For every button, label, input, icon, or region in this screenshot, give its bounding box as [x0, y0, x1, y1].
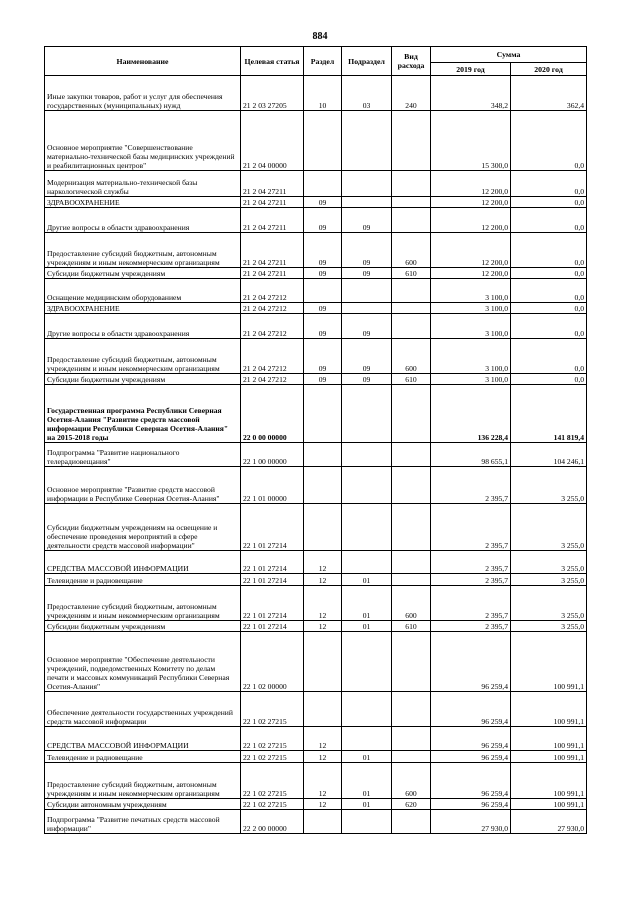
table-row: [45, 751, 587, 763]
row-section: 09: [304, 303, 342, 314]
row-sum-2020: 3 255,0: [511, 621, 587, 632]
row-sum-2020: 0,0: [511, 197, 587, 208]
row-subsection: [342, 443, 392, 467]
row-section: [304, 810, 342, 834]
row-sum-2019: 98 655,1: [431, 443, 511, 467]
row-name: Основное мероприятие "Обеспечение деятельности учреждений, подведомственных Комитету по делам печати и массовых коммуникаций Республики Северная Осетия-Алания": [45, 632, 241, 692]
row-section: [304, 171, 342, 197]
row-sum-2019: 2 395,7: [431, 467, 511, 504]
row-expense-type: [392, 551, 431, 574]
row-subsection: [342, 467, 392, 504]
header-name: Наименование: [45, 47, 241, 76]
row-subsection: [342, 727, 392, 751]
row-sum-2020: 3 255,0: [511, 586, 587, 621]
row-name: Предоставление субсидий бюджетным, автономным учреждениям и иным некоммерческим организациям: [45, 763, 241, 799]
table-row: [45, 303, 587, 314]
header-year-2020: 2020 год: [511, 63, 587, 76]
row-expense-type: [392, 171, 431, 197]
row-name: Подпрограмма "Развитие национального телерадиовещания": [45, 443, 241, 467]
row-expense-type: [392, 504, 431, 551]
row-section: 12: [304, 727, 342, 751]
row-section: 12: [304, 586, 342, 621]
row-expense-type: [392, 111, 431, 171]
row-name: Субсидии автономным учреждениям: [45, 799, 241, 810]
row-name: СРЕДСТВА МАССОВОЙ ИНФОРМАЦИИ: [45, 551, 241, 574]
row-expense-type: 600: [392, 586, 431, 621]
row-sum-2020: 0,0: [511, 279, 587, 303]
row-target: 22 1 02 27215: [241, 692, 304, 727]
row-target: 22 1 02 27215: [241, 727, 304, 751]
row-name: ЗДРАВООХРАНЕНИЕ: [45, 303, 241, 314]
row-sum-2019: 12 200,0: [431, 171, 511, 197]
row-expense-type: 610: [392, 374, 431, 385]
row-sum-2019: 96 259,4: [431, 692, 511, 727]
row-name: Другие вопросы в области здравоохранения: [45, 208, 241, 233]
header-subsection: Подраздел: [342, 47, 392, 76]
row-expense-type: [392, 303, 431, 314]
row-target: 21 2 04 27212: [241, 339, 304, 374]
row-section: 09: [304, 268, 342, 279]
row-name: Субсидии бюджетным учреждениям: [45, 621, 241, 632]
row-sum-2020: 104 246,1: [511, 443, 587, 467]
row-expense-type: [392, 632, 431, 692]
row-target: 22 1 02 27215: [241, 799, 304, 810]
row-sum-2019: 96 259,4: [431, 751, 511, 763]
row-expense-type: 620: [392, 799, 431, 810]
row-sum-2019: 2 395,7: [431, 551, 511, 574]
row-subsection: [342, 551, 392, 574]
table-row: [45, 76, 587, 111]
row-sum-2019: 15 300,0: [431, 111, 511, 171]
row-target: 22 1 01 27214: [241, 504, 304, 551]
row-subsection: [342, 504, 392, 551]
header-year-2019: 2019 год: [431, 63, 511, 76]
row-sum-2020: 3 255,0: [511, 574, 587, 586]
row-subsection: 01: [342, 586, 392, 621]
table-row: [45, 574, 587, 586]
row-target: 22 1 02 00000: [241, 632, 304, 692]
row-name: Государственная программа Республики Северная Осетия-Алания "Развитие средств массовой информации Республики Северная Осетия-Алания" на 2015-2018 годы: [45, 385, 241, 443]
row-subsection: 03: [342, 76, 392, 111]
row-sum-2020: 100 991,1: [511, 763, 587, 799]
row-sum-2019: 96 259,4: [431, 632, 511, 692]
header-target: Целевая статья: [241, 47, 304, 76]
row-target: 22 1 01 00000: [241, 467, 304, 504]
row-subsection: 01: [342, 574, 392, 586]
row-sum-2020: 100 991,1: [511, 727, 587, 751]
row-sum-2019: 3 100,0: [431, 314, 511, 339]
row-sum-2019: 136 228,4: [431, 385, 511, 443]
table-row: [45, 763, 587, 799]
row-sum-2020: 0,0: [511, 268, 587, 279]
row-sum-2019: 12 200,0: [431, 233, 511, 268]
row-subsection: 09: [342, 208, 392, 233]
row-target: 22 1 01 27214: [241, 586, 304, 621]
row-name: Предоставление субсидий бюджетным, автономным учреждениям и иным некоммерческим организациям: [45, 233, 241, 268]
row-name: СРЕДСТВА МАССОВОЙ ИНФОРМАЦИИ: [45, 727, 241, 751]
row-target: 22 1 01 27214: [241, 621, 304, 632]
row-expense-type: 600: [392, 339, 431, 374]
row-sum-2019: 2 395,7: [431, 574, 511, 586]
row-section: [304, 504, 342, 551]
row-subsection: 09: [342, 233, 392, 268]
row-name: Предоставление субсидий бюджетным, автономным учреждениям и иным некоммерческим организациям: [45, 339, 241, 374]
row-expense-type: [392, 751, 431, 763]
row-expense-type: 600: [392, 233, 431, 268]
row-expense-type: [392, 467, 431, 504]
row-section: 09: [304, 339, 342, 374]
row-section: [304, 632, 342, 692]
table-row: [45, 208, 587, 233]
table-row: [45, 443, 587, 467]
row-section: 10: [304, 76, 342, 111]
row-expense-type: [392, 727, 431, 751]
row-section: [304, 385, 342, 443]
row-subsection: 09: [342, 268, 392, 279]
row-sum-2019: 3 100,0: [431, 339, 511, 374]
table-row: [45, 233, 587, 268]
row-sum-2019: 27 930,0: [431, 810, 511, 834]
table-row: [45, 810, 587, 834]
row-sum-2020: 362,4: [511, 76, 587, 111]
row-sum-2019: 2 395,7: [431, 504, 511, 551]
row-expense-type: [392, 197, 431, 208]
row-sum-2020: 0,0: [511, 303, 587, 314]
row-subsection: 09: [342, 314, 392, 339]
row-subsection: [342, 303, 392, 314]
row-sum-2020: 3 255,0: [511, 551, 587, 574]
row-sum-2020: 0,0: [511, 208, 587, 233]
row-name: Основное мероприятие "Совершенствование материально-технической базы медицинских учреждений и реабилитационных центров": [45, 111, 241, 171]
row-section: 12: [304, 763, 342, 799]
row-section: 12: [304, 799, 342, 810]
row-expense-type: [392, 810, 431, 834]
row-expense-type: [392, 443, 431, 467]
row-section: 09: [304, 314, 342, 339]
table-row: [45, 374, 587, 385]
row-name: Другие вопросы в области здравоохранения: [45, 314, 241, 339]
row-sum-2020: 0,0: [511, 374, 587, 385]
row-target: 21 2 04 27211: [241, 171, 304, 197]
row-name: ЗДРАВООХРАНЕНИЕ: [45, 197, 241, 208]
table-row: [45, 385, 587, 443]
page-number: 884: [312, 31, 328, 42]
row-section: 09: [304, 208, 342, 233]
row-sum-2020: 100 991,1: [511, 799, 587, 810]
header-expense-type: Вид расхода: [392, 47, 431, 76]
row-subsection: 09: [342, 339, 392, 374]
row-section: [304, 443, 342, 467]
row-section: 12: [304, 574, 342, 586]
table-row: [45, 339, 587, 374]
row-subsection: [342, 279, 392, 303]
row-sum-2019: 96 259,4: [431, 799, 511, 810]
row-name: Телевидение и радиовещание: [45, 574, 241, 586]
row-section: 09: [304, 374, 342, 385]
row-sum-2020: 0,0: [511, 111, 587, 171]
table-body: [45, 76, 587, 834]
row-expense-type: 610: [392, 621, 431, 632]
row-target: 22 1 02 27215: [241, 751, 304, 763]
row-expense-type: [392, 385, 431, 443]
row-target: 22 1 02 27215: [241, 763, 304, 799]
row-section: 12: [304, 751, 342, 763]
row-section: 12: [304, 621, 342, 632]
row-section: 09: [304, 197, 342, 208]
row-subsection: [342, 385, 392, 443]
row-subsection: [342, 632, 392, 692]
row-name: Телевидение и радиовещание: [45, 751, 241, 763]
row-section: 12: [304, 551, 342, 574]
row-target: 21 2 03 27205: [241, 76, 304, 111]
row-sum-2019: 3 100,0: [431, 303, 511, 314]
table-row: [45, 279, 587, 303]
table-row: [45, 551, 587, 574]
row-subsection: [342, 171, 392, 197]
row-expense-type: [392, 692, 431, 727]
table-row: [45, 504, 587, 551]
row-sum-2019: 3 100,0: [431, 374, 511, 385]
row-name: Субсидии бюджетным учреждениям на освещение и обеспечение проведения мероприятий в сфере деятельности средств массовой информации": [45, 504, 241, 551]
row-name: Основное мероприятие "Развитие средств массовой информации в Республике Северная Осетия-Алания": [45, 467, 241, 504]
row-section: [304, 279, 342, 303]
row-sum-2019: 96 259,4: [431, 763, 511, 799]
table-row: [45, 586, 587, 621]
row-expense-type: 600: [392, 763, 431, 799]
table-row: [45, 799, 587, 810]
row-sum-2020: 141 819,4: [511, 385, 587, 443]
row-target: 22 1 01 27214: [241, 551, 304, 574]
row-sum-2020: 3 255,0: [511, 467, 587, 504]
row-target: 22 1 01 27214: [241, 574, 304, 586]
row-expense-type: [392, 574, 431, 586]
row-target: 22 1 00 00000: [241, 443, 304, 467]
row-section: [304, 467, 342, 504]
row-expense-type: [392, 208, 431, 233]
row-subsection: 01: [342, 621, 392, 632]
row-target: 22 2 00 00000: [241, 810, 304, 834]
table-row: [45, 268, 587, 279]
row-subsection: 09: [342, 374, 392, 385]
row-name: Субсидии бюджетным учреждениям: [45, 268, 241, 279]
table-row: [45, 314, 587, 339]
row-target: 21 2 04 00000: [241, 111, 304, 171]
row-subsection: [342, 111, 392, 171]
row-sum-2020: 27 930,0: [511, 810, 587, 834]
row-expense-type: [392, 279, 431, 303]
row-subsection: [342, 692, 392, 727]
table-row: [45, 621, 587, 632]
row-name: Обеспечение деятельности государственных учреждений средств массовой информации: [45, 692, 241, 727]
table-row: [45, 692, 587, 727]
row-target: 21 2 04 27211: [241, 233, 304, 268]
row-sum-2019: 12 200,0: [431, 197, 511, 208]
row-expense-type: [392, 314, 431, 339]
row-sum-2019: 2 395,7: [431, 586, 511, 621]
table-row: [45, 727, 587, 751]
row-sum-2019: 96 259,4: [431, 727, 511, 751]
row-target: 21 2 04 27212: [241, 314, 304, 339]
row-sum-2019: 12 200,0: [431, 208, 511, 233]
row-section: [304, 692, 342, 727]
row-sum-2020: 0,0: [511, 233, 587, 268]
table-header: [45, 47, 587, 76]
table-row: [45, 632, 587, 692]
row-sum-2019: 348,2: [431, 76, 511, 111]
header-sum: Сумма: [431, 47, 587, 63]
row-target: 22 0 00 00000: [241, 385, 304, 443]
row-name: Предоставление субсидий бюджетным, автономным учреждениям и иным некоммерческим организациям: [45, 586, 241, 621]
row-name: Иные закупки товаров, работ и услуг для обеспечения государственных (муниципальных) нужд: [45, 76, 241, 111]
row-target: 21 2 04 27211: [241, 197, 304, 208]
row-name: Подпрограмма "Развитие печатных средств массовой информации": [45, 810, 241, 834]
row-expense-type: 610: [392, 268, 431, 279]
row-sum-2019: 12 200,0: [431, 268, 511, 279]
row-expense-type: 240: [392, 76, 431, 111]
table-row: [45, 467, 587, 504]
row-target: 21 2 04 27211: [241, 208, 304, 233]
row-sum-2020: 100 991,1: [511, 751, 587, 763]
table-row: [45, 197, 587, 208]
row-sum-2020: 0,0: [511, 314, 587, 339]
header-section: Раздел: [304, 47, 342, 76]
row-sum-2019: 3 100,0: [431, 279, 511, 303]
row-subsection: 01: [342, 751, 392, 763]
row-subsection: [342, 810, 392, 834]
row-sum-2020: 0,0: [511, 339, 587, 374]
row-name: Субсидии бюджетным учреждениям: [45, 374, 241, 385]
row-subsection: 01: [342, 763, 392, 799]
row-section: 09: [304, 233, 342, 268]
row-target: 21 2 04 27212: [241, 374, 304, 385]
row-name: Модернизация материально-технической базы наркологической службы: [45, 171, 241, 197]
row-section: [304, 111, 342, 171]
budget-table: [44, 46, 587, 834]
row-target: 21 2 04 27211: [241, 268, 304, 279]
row-sum-2019: 2 395,7: [431, 621, 511, 632]
row-name: Оснащение медицинским оборудованием: [45, 279, 241, 303]
row-subsection: 01: [342, 799, 392, 810]
row-sum-2020: 100 991,1: [511, 632, 587, 692]
table-row: [45, 111, 587, 171]
row-target: 21 2 04 27212: [241, 303, 304, 314]
row-target: 21 2 04 27212: [241, 279, 304, 303]
row-sum-2020: 3 255,0: [511, 504, 587, 551]
table-row: [45, 171, 587, 197]
row-sum-2020: 0,0: [511, 171, 587, 197]
row-sum-2020: 100 991,1: [511, 692, 587, 727]
row-subsection: [342, 197, 392, 208]
